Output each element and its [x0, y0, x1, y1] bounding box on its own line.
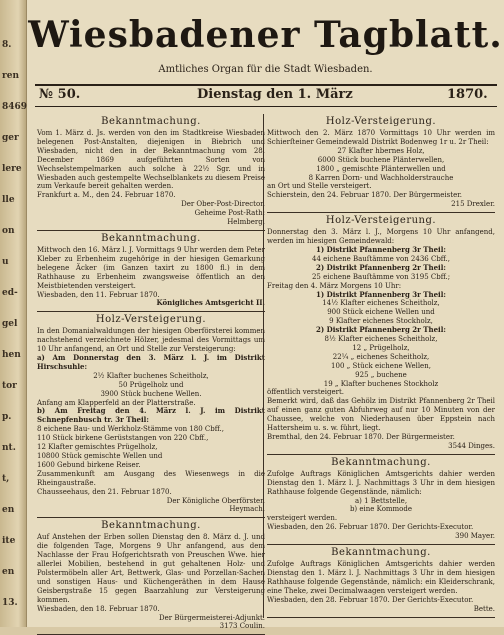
notice-text: 1600 Gebund birkene Reiser.	[37, 460, 141, 469]
notice-text: 1800 „ gemischte Plänterwellen und	[316, 164, 446, 173]
notice-text: a) 1 Bettstelle,	[354, 496, 408, 505]
notice-text: 215 Drexler.	[451, 200, 495, 209]
previous-page-fragment: ite	[2, 536, 16, 546]
notice-text: Wiesbaden, den 18. Februar 1870.	[37, 604, 160, 613]
notice-text: 900 Stück eichene Wellen und	[327, 308, 435, 317]
notice-text: 3173 Coulin.	[219, 622, 265, 631]
previous-page-fragment: nt.	[2, 443, 16, 453]
previous-page-fragment: ger	[2, 133, 19, 143]
notice-text: Bremthal, den 24. Februar 1870. Der Bürgermeister.	[267, 433, 455, 441]
notice-text: 19 „ Klafter buchenes Stockholz	[323, 379, 439, 388]
previous-page-fragment: t,	[2, 474, 10, 484]
notice-text: 12 „ Prügelholz,	[352, 343, 410, 352]
issue-date: Dienstag den 1. März	[197, 87, 353, 102]
notice-text: Wiesbaden, den 26. Februar 1870. Der Gerichts-Executor.	[267, 523, 474, 532]
previous-page-fragment: gel	[2, 319, 18, 329]
notice-text: 22¼ „ eichenes Scheitholz,	[332, 352, 430, 361]
newspaper-page	[27, 0, 504, 631]
notice	[37, 312, 265, 518]
notice-text: In den Domanialwaldungen der hiesigen Oberförsterei kommen nachstehend verzeichnete Hölzer, jedesmal des Vormittags um 10 Uhr anfangend, an Ort und Stelle zur Versteigerung:	[37, 327, 265, 354]
notice-text: öffentlich versteigert.	[267, 388, 345, 397]
notice-text: 3900 Stück buchene Wellen.	[100, 389, 202, 398]
notice-text: Der Ober-Post-Director.	[181, 200, 265, 209]
previous-page-fragment: u	[2, 257, 9, 267]
notice-text: Wiesbaden, den 28. Februar 1870. Der Gerichts-Executor.	[267, 595, 474, 604]
masthead-title: Wiesbadener Tagblatt.	[28, 14, 503, 56]
notice	[37, 231, 265, 312]
notice-text: 27 Klafter hbernes Holz,	[337, 146, 425, 155]
notice-text: versteigert werden.	[267, 514, 338, 523]
notice-text: Vom 1. März d. Js. werden von den im Stadtkreise Wiesbaden belegenen Post-Anstalten, diejenigen in Biebrich und Wiesbaden, nicht den in der Bekanntmachung vom 28. December 1869 aufgeführten Sorten von Wechselstempelmarken auch solche à 22½ Sgr. und in Wiesbaden auch gestempelte Wechselblankets zu diesem Preise zum Verkaufe bereit gehalten werden.	[37, 129, 265, 191]
notice-text: 925 „ buchene	[355, 370, 407, 379]
notice-text: 8 Karren Dorn- und Wachholderstrauche	[308, 173, 454, 182]
notice-heading: Bekanntmachung.	[101, 116, 201, 127]
issue-number: № 50.	[39, 87, 81, 102]
notice-text: 2) Distrikt Pfannenberg 2r Theil:	[316, 325, 446, 335]
notice-text: Helmberg.	[227, 218, 265, 227]
notice-text: 44 eichene Bauſtämme von 2436 Cbff.,	[312, 254, 450, 263]
notice-text: Mittwoch den 2. März 1870 Vormittags 10 Uhr werden im Schierſteiner Gemeindewald Distrikt Bodenweg 1r u. 2r Theil:	[267, 129, 495, 146]
notice-text: Freitag den 4. März Morgens 10 Uhr:	[267, 281, 402, 290]
previous-page-fragment: on	[2, 226, 15, 236]
header-rule-top	[35, 84, 497, 86]
notice-text: Donnerstag den 3. März l. J., Morgens 10 Uhr anfangend, werden im hiesigen Gemeindewald:	[267, 228, 495, 246]
notice-text: Bemerkt wird, daß das Gehölz im Distrikt Pfannenberg 2r Theil auf einen ganz guten Abfuhrweg auf nur 10 Minuten von der Chaussee, welche von Niederhausen über Eppstein nach Hattersheim u. s. w. führt, liegt.	[267, 397, 495, 433]
notice-heading: Bekanntmachung.	[101, 232, 201, 244]
notice	[267, 114, 495, 213]
previous-page-fragment: en	[2, 567, 15, 577]
notice-text: 9 Klafter eichenes Stockholz,	[329, 317, 433, 326]
notice-text: Bette.	[473, 604, 495, 613]
notice-text: Anfang am Klapperfeld an der Platterstraße.	[37, 398, 196, 407]
notice-heading: Bekanntmachung.	[331, 547, 431, 559]
previous-page-edge	[0, 0, 27, 627]
issue-year: 1870.	[447, 87, 488, 102]
previous-page-fragment: 8469	[2, 102, 28, 112]
notice-text: 2½ Klafter buchenes Scheitholz,	[93, 371, 209, 380]
notice-text: b) eine Kommode	[349, 505, 413, 514]
notice-text: 100 „ Stück eichene Wellen,	[331, 361, 431, 370]
header-rule-bottom	[35, 106, 497, 107]
previous-page-fragment: lle	[2, 195, 15, 205]
previous-page-fragment: ren	[2, 71, 20, 81]
notice-text: 50 Prügelholz und	[118, 380, 184, 389]
notice-text: 10800 Stück gemischte Wellen und	[37, 452, 163, 460]
notice-text: Der Königliche Oberförster.	[166, 496, 265, 505]
notice-text: Der Bürgermeisterei-Adjunkt.	[159, 613, 265, 622]
notice-text: Zufolge Auftrags Königlichen Amtsgerichts dahier werden Dienstag den 1. März l. J. Nachmittags 3 Uhr in dem hiesigen Rathhause folgende Gegenstände, nämlich:	[267, 469, 495, 496]
notice-heading: Holz-Versteigerung.	[325, 215, 437, 227]
notice-text: 2) Distrikt Pfannenberg 2r Theil:	[316, 262, 446, 272]
notice-text: b) Am Freitag den 4. März l. J. im Distrikt Schnepfenbusch tr. 3r Theil:	[37, 406, 265, 425]
left-column	[37, 114, 265, 631]
right-column	[267, 114, 495, 620]
notice-heading: Holz-Versteigerung.	[325, 116, 437, 127]
notice-text: Heymach.	[229, 505, 265, 514]
notice-text: 6000 Stück buchene Plänterwellen,	[317, 155, 445, 164]
notice-heading: Bekanntmachung.	[101, 520, 201, 532]
notice-text: Geheime Post-Rath:	[194, 209, 265, 218]
notice-text: 390 Mayer.	[455, 532, 495, 541]
notice-heading: Holz-Versteigerung.	[95, 314, 207, 326]
previous-page-fragment: 13.	[2, 598, 18, 608]
notice-text: Schierstein, den 24. Februar 1870. Der Bürgermeister.	[267, 191, 463, 200]
notice-text: a) Am Donnerstag den 3. März l. J. im Distrikt Hirschsuhle:	[37, 353, 265, 371]
notice-text: Chausseehaus, den 21. Februar 1870.	[37, 487, 172, 496]
previous-page-fragment: 8.	[2, 40, 12, 50]
notice-text: Frankfurt a. M., den 24. Februar 1870.	[37, 191, 176, 200]
notice-text: Auf Anstehen der Erben sollen Dienstag den 8. März d. J. und die folgenden Tage, Morgens 9 Uhr anfangend, aus dem Nachlasse der Frau Hofgerichtsrath von Preuschen Wwe. hier allerlei Mobilien, bestehend in gut gehaltenen Holz- und Polstermöbeln aller Art, Bettwerk, Glas- und Porzellan-Sachen und sonstigen Haus- und Küchengeräthen in dem Hause Geisbergstraße 15 gegen Baarzahlung zur Versteigerung kommen.	[37, 533, 265, 604]
previous-page-fragment: hen	[2, 350, 21, 360]
notice-text: 110 Stück birkene Gerüststangen von 220 Cbff.,	[37, 434, 209, 443]
notice	[37, 114, 265, 231]
notice-text: 1) Distrikt Pfannenberg 3r Theil:	[316, 289, 446, 299]
notice-text: 12 Klafter gemischtes Prügelholz,	[37, 443, 158, 452]
notice-text: 1) Distrikt Pfannenberg 3r Theil:	[316, 244, 446, 254]
notice-text: 8½ Klafter eichenes Scheitholz,	[324, 335, 438, 344]
masthead-subtitle: Amtliches Organ für die Stadt Wiesbaden.	[158, 64, 373, 75]
notice-text: 14½ Klafter eichenes Scheitholz,	[322, 299, 440, 308]
notice-text: 8 eichene Bau- und Werkholz-Stämme von 180 Cbff.,	[37, 425, 224, 434]
notice-text: Wiesbaden, den 11. Februar 1870.	[37, 290, 160, 299]
notice-text: Zufolge Auftrags Königlichen Amtsgerichts dahier werden Dienstag den 1. März l. J. Nachmittags 3 Uhr in dem hiesigen Rathhause folgende Gegenstände, nämlich: ein Kleiderschrank, eine Theke, zwei Decimalwaagen versteigert werden.	[267, 560, 495, 595]
notice	[267, 545, 495, 617]
column-divider	[263, 114, 264, 618]
notice-text: 25 eichene Bauſtämme von 3195 Cbff.;	[311, 272, 451, 281]
notice-text: Königliches Amtsgericht II.	[156, 298, 265, 308]
notice-text: Mittwoch den 16. März l. J. Vormittags 9 Uhr werden dem Peter Kleber zu Erbenheim zugehörige in der hiesigen Gemarkung belegene Äcker (im Ganzen taxirt zu 1800 fl.) in dem Rathhause zu Erbenheim zwangsweise öffentlich an den Meistbietenden versteigert.	[37, 245, 265, 290]
previous-page-fragment: en	[2, 505, 15, 515]
notice	[267, 455, 495, 545]
previous-page-fragment: ed-	[2, 288, 18, 298]
previous-page-fragment: lere	[2, 164, 22, 174]
previous-page-fragment: p.	[2, 412, 12, 422]
notice	[267, 213, 495, 455]
previous-page-fragment: tor	[2, 381, 17, 391]
notice-heading: Bekanntmachung.	[331, 456, 431, 468]
notice-text: an Ort und Stelle versteigert.	[267, 182, 372, 191]
notice	[37, 518, 265, 635]
notice-text: 3544 Dinges.	[448, 441, 495, 450]
notice-text: Zusammenkunft am Ausgang des Wiesenwegs in die Rheingaustraße.	[37, 469, 265, 487]
